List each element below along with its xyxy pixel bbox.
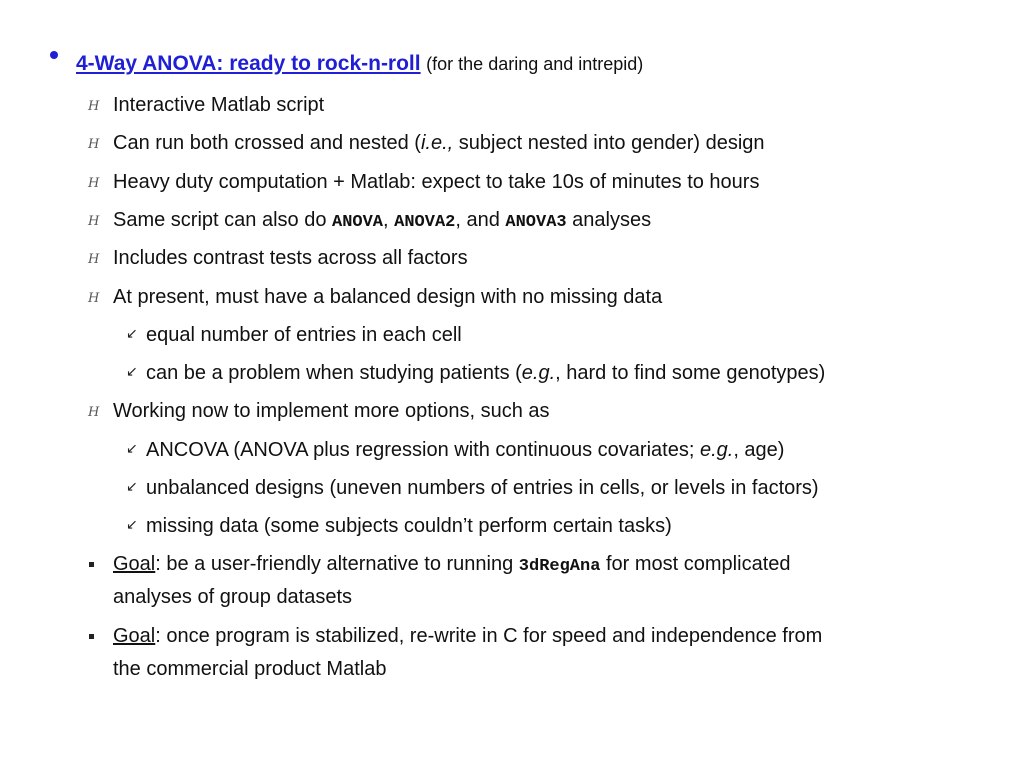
- arrow-bullet-icon: ↙: [126, 364, 138, 380]
- bullet-h-icon: H: [88, 291, 100, 306]
- goal-user-friendly-cont: analyses of group datasets: [113, 586, 353, 608]
- square-bullet-icon: [89, 634, 94, 639]
- bullet-h-icon: H: [88, 137, 100, 152]
- bullet-contrast: Includes contrast tests across all factors: [113, 247, 468, 269]
- arrow-bullet-icon: ↙: [126, 441, 138, 457]
- arrow-bullet-icon: ↙: [126, 479, 138, 495]
- goal-rewrite-cont: the commercial product Matlab: [113, 658, 387, 680]
- arrow-bullet-icon: ↙: [126, 326, 138, 342]
- goal-rewrite: Goal: once program is stabilized, re-write in C for speed and independence from: [113, 625, 823, 647]
- sub-bullet-ancova: ANCOVA (ANOVA plus regression with continuous covariates; e.g., age): [146, 439, 785, 461]
- bullet-working: Working now to implement more options, such as: [113, 400, 550, 422]
- bullet-dot-icon: [50, 51, 58, 59]
- bullet-h-icon: H: [88, 176, 100, 191]
- goal-user-friendly: Goal: be a user-friendly alternative to running 3dRegAna for most complicated: [113, 553, 791, 576]
- sub-bullet-patients: can be a problem when studying patients (e.g., hard to find some genotypes): [146, 362, 826, 384]
- bullet-h-icon: H: [88, 405, 100, 420]
- heading-aside: (for the daring and intrepid): [426, 54, 644, 74]
- bullet-balanced: At present, must have a balanced design with no missing data: [113, 286, 663, 308]
- sub-bullet-unbalanced: unbalanced designs (uneven numbers of entries in cells, or levels in factors): [146, 477, 819, 499]
- bullet-h-icon: H: [88, 214, 100, 229]
- bullet-interactive: Interactive Matlab script: [113, 94, 325, 116]
- bullet-crossed-nested: Can run both crossed and nested (i.e., subject nested into gender) design: [113, 132, 765, 154]
- square-bullet-icon: [89, 562, 94, 567]
- bullet-h-icon: H: [88, 252, 100, 267]
- bullet-computation: Heavy duty computation + Matlab: expect to take 10s of minutes to hours: [113, 171, 760, 193]
- arrow-bullet-icon: ↙: [126, 517, 138, 533]
- sub-bullet-missing: missing data (some subjects couldn’t perform certain tasks): [146, 515, 672, 537]
- bullet-same-script: Same script can also do ANOVA, ANOVA2, and ANOVA3 analyses: [113, 209, 652, 232]
- slide-heading: [76, 52, 643, 76]
- bullet-h-icon: H: [88, 99, 100, 114]
- anova-link[interactable]: 4-Way ANOVA: ready to rock-n-roll: [76, 52, 421, 75]
- sub-bullet-equal: equal number of entries in each cell: [146, 324, 462, 346]
